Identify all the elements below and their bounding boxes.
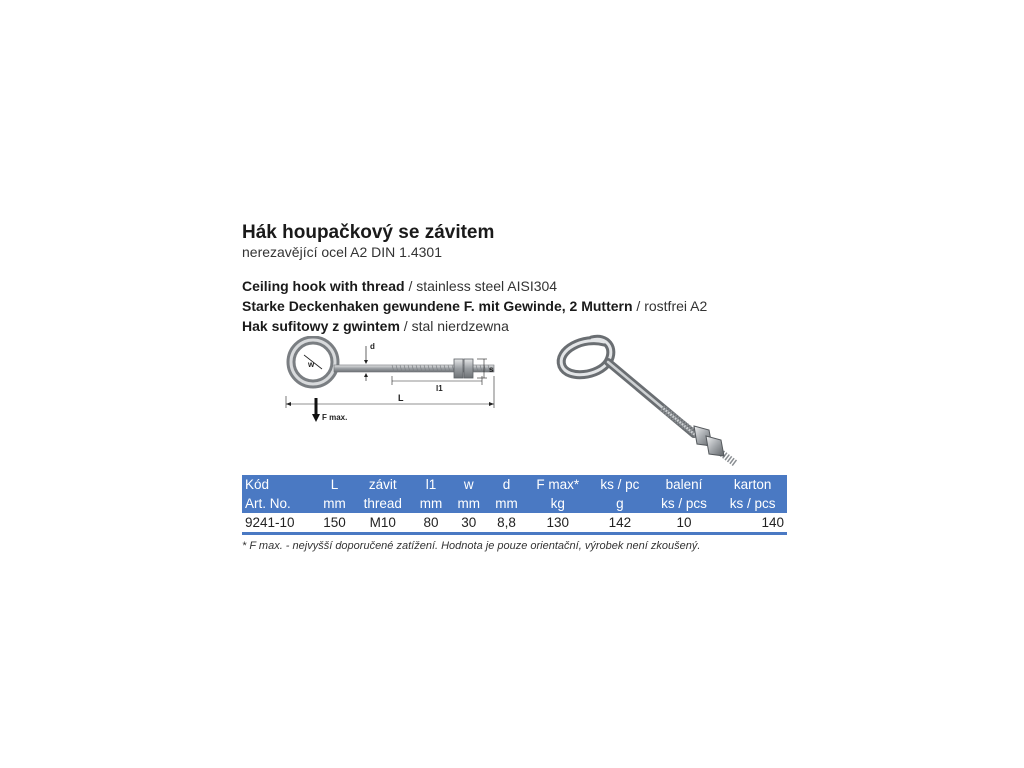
diagram-label-s: s <box>489 365 494 374</box>
header-zavit: závit <box>353 475 412 494</box>
cell-l1: 80 <box>412 513 450 534</box>
unit-d: mm <box>488 494 526 513</box>
table-row <box>242 513 787 534</box>
cell-kod: 9241-10 <box>242 513 316 534</box>
translation-pl-bold: Hak sufitowy z gwintem <box>242 318 400 334</box>
cell-fmax: 130 <box>525 513 590 534</box>
cell-thread: M10 <box>353 513 412 534</box>
header-w: w <box>450 475 488 494</box>
unit-thread: thread <box>353 494 412 513</box>
header-l1: l1 <box>412 475 450 494</box>
translation-pl-rest: / stal nierdzewna <box>399 318 509 334</box>
unit-weight: g <box>590 494 650 513</box>
spec-header-row-1 <box>242 475 787 494</box>
unit-L: mm <box>316 494 354 513</box>
header-ks-pc: ks / pc <box>590 475 650 494</box>
header-fmax: F max* <box>525 475 590 494</box>
spec-header-row-2 <box>242 494 787 513</box>
translation-en-rest: / stainless steel AISI304 <box>404 278 558 294</box>
unit-w: mm <box>450 494 488 513</box>
header-L: L <box>316 475 354 494</box>
translation-en <box>242 276 787 296</box>
cell-L: 150 <box>316 513 354 534</box>
cell-weight: 142 <box>590 513 650 534</box>
translation-de-bold: Starke Deckenhaken gewundene F. mit Gewinde, 2 Muttern <box>242 298 633 314</box>
spec-table <box>242 475 787 535</box>
unit-fmax: kg <box>525 494 590 513</box>
hook-dimension-diagram <box>282 336 507 426</box>
diagram-label-fmax: F max. <box>322 413 348 422</box>
product-subtitle: nerezavějící ocel A2 DIN 1.4301 <box>242 244 443 260</box>
drawings <box>242 336 787 446</box>
cell-baleni: 10 <box>650 513 719 534</box>
unit-l1: mm <box>412 494 450 513</box>
diagram-label-d: d <box>370 342 375 351</box>
diagram-label-w: w <box>308 360 315 369</box>
footnote: * F max. - nejvyšší doporučené zatížení. Hodnota je pouze orientační, výrobek není zkoušený. <box>242 540 701 552</box>
unit-baleni: ks / pcs <box>650 494 719 513</box>
translation-de <box>242 296 787 316</box>
product-title: Hák houpačkový se závitem <box>242 222 495 243</box>
translation-de-rest: / rostfrei A2 <box>632 298 708 314</box>
header-art-no: Art. No. <box>242 494 316 513</box>
hook-product-photo <box>544 326 754 466</box>
unit-karton: ks / pcs <box>718 494 787 513</box>
diagram-label-l1: l1 <box>436 384 443 393</box>
header-d: d <box>488 475 526 494</box>
header-karton: karton <box>718 475 787 494</box>
header-kod: Kód <box>242 475 316 494</box>
header-baleni: balení <box>650 475 719 494</box>
cell-d: 8,8 <box>488 513 526 534</box>
cell-w: 30 <box>450 513 488 534</box>
product-sheet <box>242 222 787 552</box>
translation-en-bold: Ceiling hook with thread <box>242 278 405 294</box>
diagram-label-L: L <box>398 393 404 403</box>
cell-karton: 140 <box>718 513 787 534</box>
